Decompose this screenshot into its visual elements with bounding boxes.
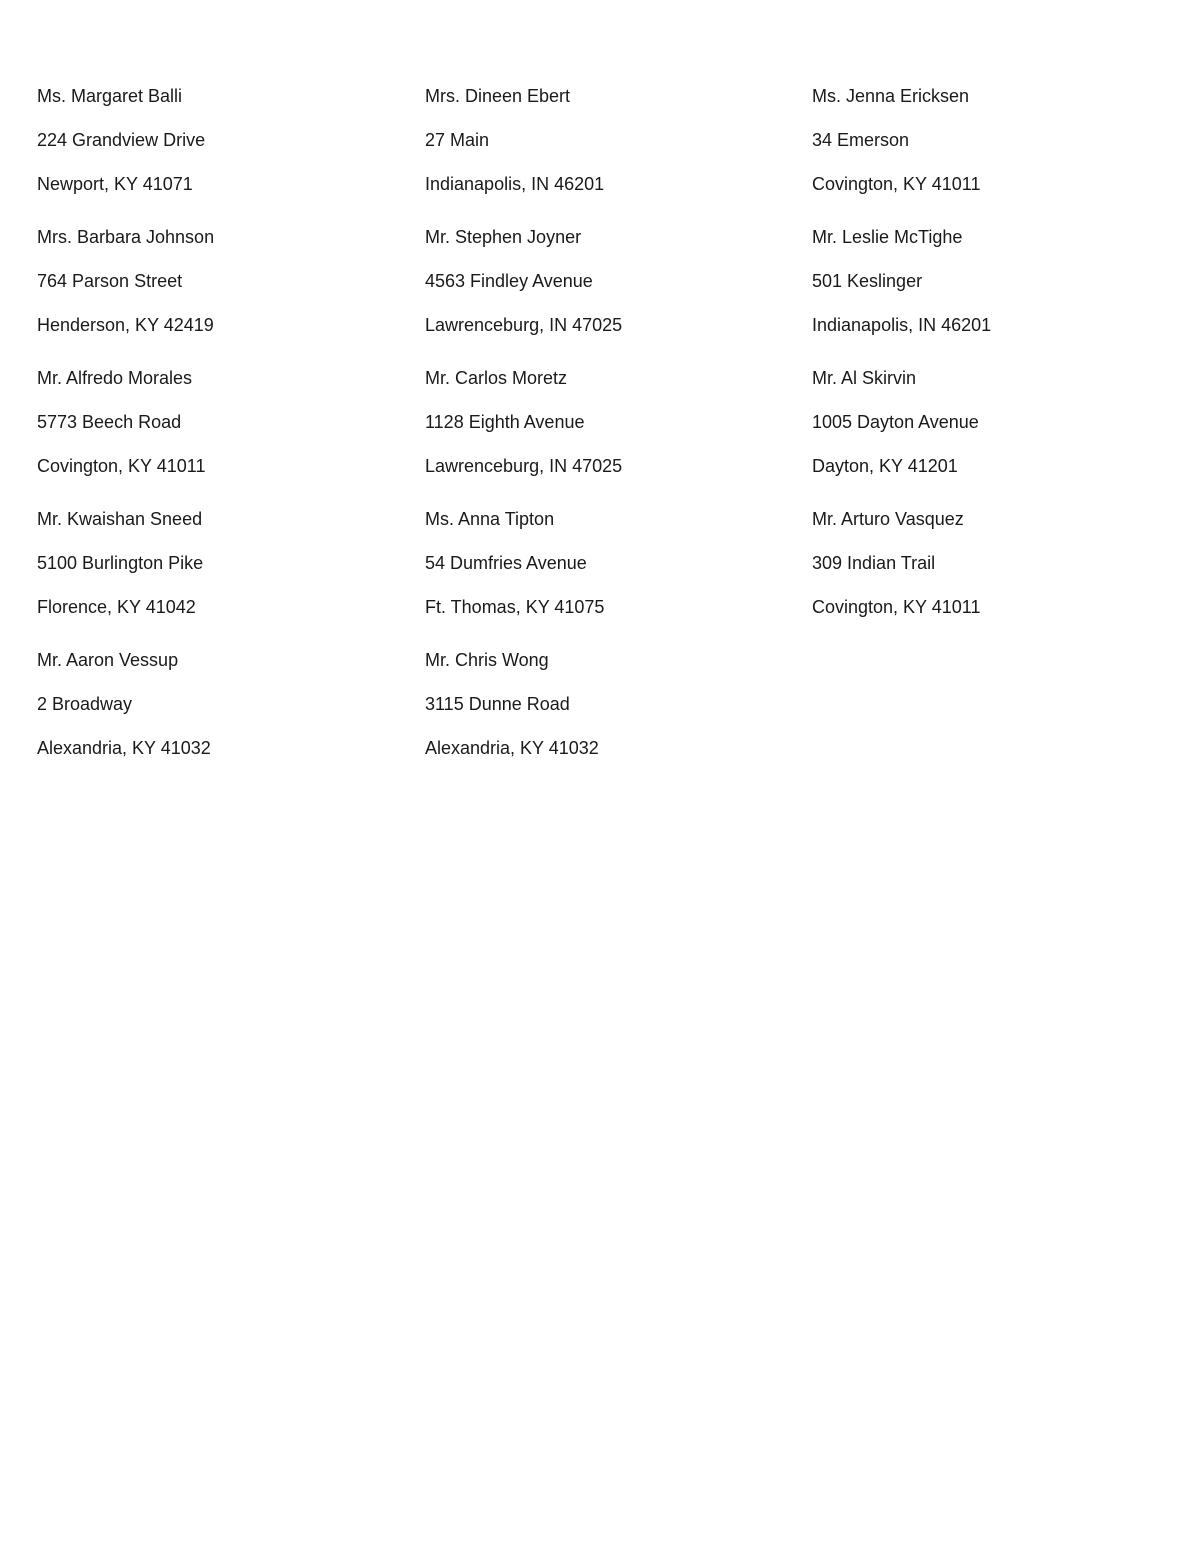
street-address: 34 Emerson (812, 130, 910, 150)
street-address: 1128 Eighth Avenue (425, 412, 585, 432)
city-state-zip: Henderson, KY 42419 (37, 315, 214, 335)
recipient-name: Mr. Alfredo Morales (37, 368, 193, 388)
recipient-name: Ms. Anna Tipton (425, 509, 555, 529)
address-label (425, 503, 812, 644)
address-label (37, 80, 425, 221)
city-state-zip: Indianapolis, IN 46201 (812, 315, 992, 335)
city-state-zip: Alexandria, KY 41032 (425, 738, 599, 758)
street-address: 2 Broadway (37, 694, 133, 714)
address-label (37, 503, 425, 644)
city-state-zip: Alexandria, KY 41032 (37, 738, 211, 758)
street-address: 1005 Dayton Avenue (812, 412, 979, 432)
city-state-zip: Lawrenceburg, IN 47025 (425, 315, 623, 335)
street-address: 5100 Burlington Pike (37, 553, 204, 573)
city-state-zip: Florence, KY 41042 (37, 597, 196, 617)
address-label (425, 221, 812, 362)
recipient-name: Mr. Chris Wong (425, 650, 549, 670)
address-label (425, 80, 812, 221)
city-state-zip: Ft. Thomas, KY 41075 (425, 597, 605, 617)
city-state-zip: Newport, KY 41071 (37, 174, 193, 194)
street-address: 4563 Findley Avenue (425, 271, 593, 291)
recipient-name: Mr. Carlos Moretz (425, 368, 568, 388)
recipient-name: Mr. Kwaishan Sneed (37, 509, 203, 529)
street-address: 27 Main (425, 130, 490, 150)
recipient-name: Mr. Aaron Vessup (37, 650, 179, 670)
street-address: 5773 Beech Road (37, 412, 182, 432)
recipient-name: Mr. Arturo Vasquez (812, 509, 964, 529)
street-address: 3115 Dunne Road (425, 694, 570, 714)
mailing-labels-grid (37, 80, 1200, 785)
city-state-zip: Covington, KY 41011 (812, 174, 981, 194)
address-label (37, 221, 425, 362)
recipient-name: Ms. Jenna Ericksen (812, 86, 970, 106)
recipient-name: Ms. Margaret Balli (37, 86, 183, 106)
address-label (812, 362, 1200, 503)
address-label (37, 644, 425, 785)
city-state-zip: Lawrenceburg, IN 47025 (425, 456, 623, 476)
recipient-name: Mr. Leslie McTighe (812, 227, 963, 247)
city-state-zip: Covington, KY 41011 (812, 597, 981, 617)
address-label (37, 362, 425, 503)
address-label (425, 362, 812, 503)
address-label (812, 503, 1200, 644)
street-address: 764 Parson Street (37, 271, 183, 291)
street-address: 309 Indian Trail (812, 553, 936, 573)
city-state-zip: Covington, KY 41011 (37, 456, 206, 476)
address-label (812, 221, 1200, 362)
recipient-name: Mrs. Barbara Johnson (37, 227, 215, 247)
recipient-name: Mrs. Dineen Ebert (425, 86, 571, 106)
recipient-name: Mr. Stephen Joyner (425, 227, 582, 247)
city-state-zip: Indianapolis, IN 46201 (425, 174, 605, 194)
address-label (425, 644, 812, 785)
street-address: 501 Keslinger (812, 271, 923, 291)
recipient-name: Mr. Al Skirvin (812, 368, 917, 388)
address-label (812, 80, 1200, 221)
city-state-zip: Dayton, KY 41201 (812, 456, 958, 476)
street-address: 224 Grandview Drive (37, 130, 206, 150)
street-address: 54 Dumfries Avenue (425, 553, 587, 573)
